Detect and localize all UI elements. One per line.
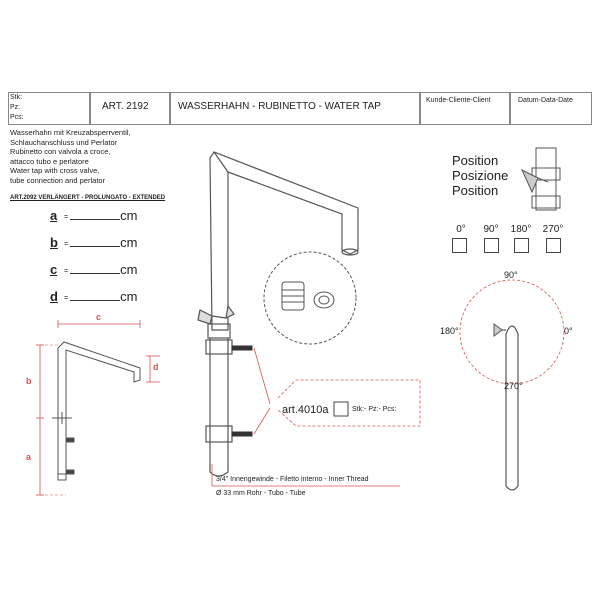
- customer-label: Kunde-Cliente-Client: [426, 97, 491, 104]
- tube-note: Ø 33 mm Rohr - Tubo - Tube: [216, 490, 306, 497]
- small-tap-diagram: [52, 342, 140, 480]
- description-line: Rubinetto con valvola a croce,: [10, 147, 111, 156]
- circle-label-bottom: 270°: [504, 381, 523, 391]
- accessory-article: art.4010a: [282, 404, 329, 416]
- description-line: Wasserhahn mit Kreuzabsperrventil,: [10, 128, 131, 137]
- pz-label: Pz:: [10, 104, 21, 111]
- dimension-b-letter: b: [50, 235, 58, 250]
- description-line: Water tap with cross valve,: [10, 166, 100, 175]
- description-line: tube connection and perlator: [10, 175, 106, 185]
- description-line: attacco tubo e perlatore: [10, 156, 89, 166]
- dim-label-d: d: [153, 362, 159, 372]
- description-line: Schlauchanschluss und Perlator: [10, 137, 118, 147]
- unit-label: cm: [120, 289, 138, 304]
- dim-label-c: c: [96, 312, 102, 322]
- unit-label: cm: [120, 262, 138, 277]
- position-title-line: Position: [452, 183, 499, 198]
- position-title-line: Posizione: [452, 168, 509, 183]
- position-option-label: 90°: [483, 224, 499, 235]
- equals-sign: =: [64, 295, 69, 302]
- dim-label-b: b: [26, 376, 32, 386]
- dimension-a-letter: a: [50, 208, 58, 223]
- position-title-line: Position: [452, 153, 499, 168]
- circle-label-top: 90°: [504, 270, 518, 280]
- circle-label-right: 0°: [564, 326, 573, 336]
- position-checkbox-90[interactable]: [484, 238, 499, 253]
- date-label: Datum-Data-Date: [518, 97, 573, 104]
- article-number: ART. 2192: [102, 101, 149, 112]
- extended-note: ART.2092 VERLÄNGERT - PROLUNGATO - EXTENDED: [10, 195, 166, 201]
- position-option-label: 0°: [456, 224, 466, 235]
- equals-sign: =: [64, 268, 69, 275]
- accessory-callout: [254, 348, 420, 434]
- hose-connector: [232, 346, 252, 436]
- perlator-detail: [264, 252, 356, 344]
- dimension-c-letter: c: [50, 262, 58, 277]
- stk-label: Stk:: [10, 94, 23, 101]
- equals-sign: =: [64, 214, 69, 221]
- unit-label: cm: [120, 235, 138, 250]
- position-option-label: 180°: [510, 224, 532, 235]
- accessory-qty-label: Stk:- Pz:- Pcs:: [352, 406, 397, 413]
- thread-note: 3/4" Innengewinde - Filetto interno - Inner Thread: [216, 476, 369, 483]
- pcs-label: Pcs:: [10, 114, 24, 121]
- page-title: WASSERHAHN - RUBINETTO - WATER TAP: [178, 101, 381, 112]
- position-checkbox-270[interactable]: [546, 238, 561, 253]
- position-tap-icon: [522, 148, 560, 210]
- dimension-lines: [36, 320, 160, 495]
- equals-sign: =: [64, 241, 69, 248]
- dim-label-a: a: [26, 452, 32, 462]
- position-option-label: 270°: [542, 224, 564, 235]
- accessory-qty-box: [334, 402, 348, 416]
- dimension-d-letter: d: [50, 289, 58, 304]
- position-checkbox-180[interactable]: [514, 238, 529, 253]
- position-checkbox-0[interactable]: [452, 238, 467, 253]
- unit-label: cm: [120, 208, 138, 223]
- circle-label-left: 180°: [440, 326, 459, 336]
- position-title: [452, 153, 508, 198]
